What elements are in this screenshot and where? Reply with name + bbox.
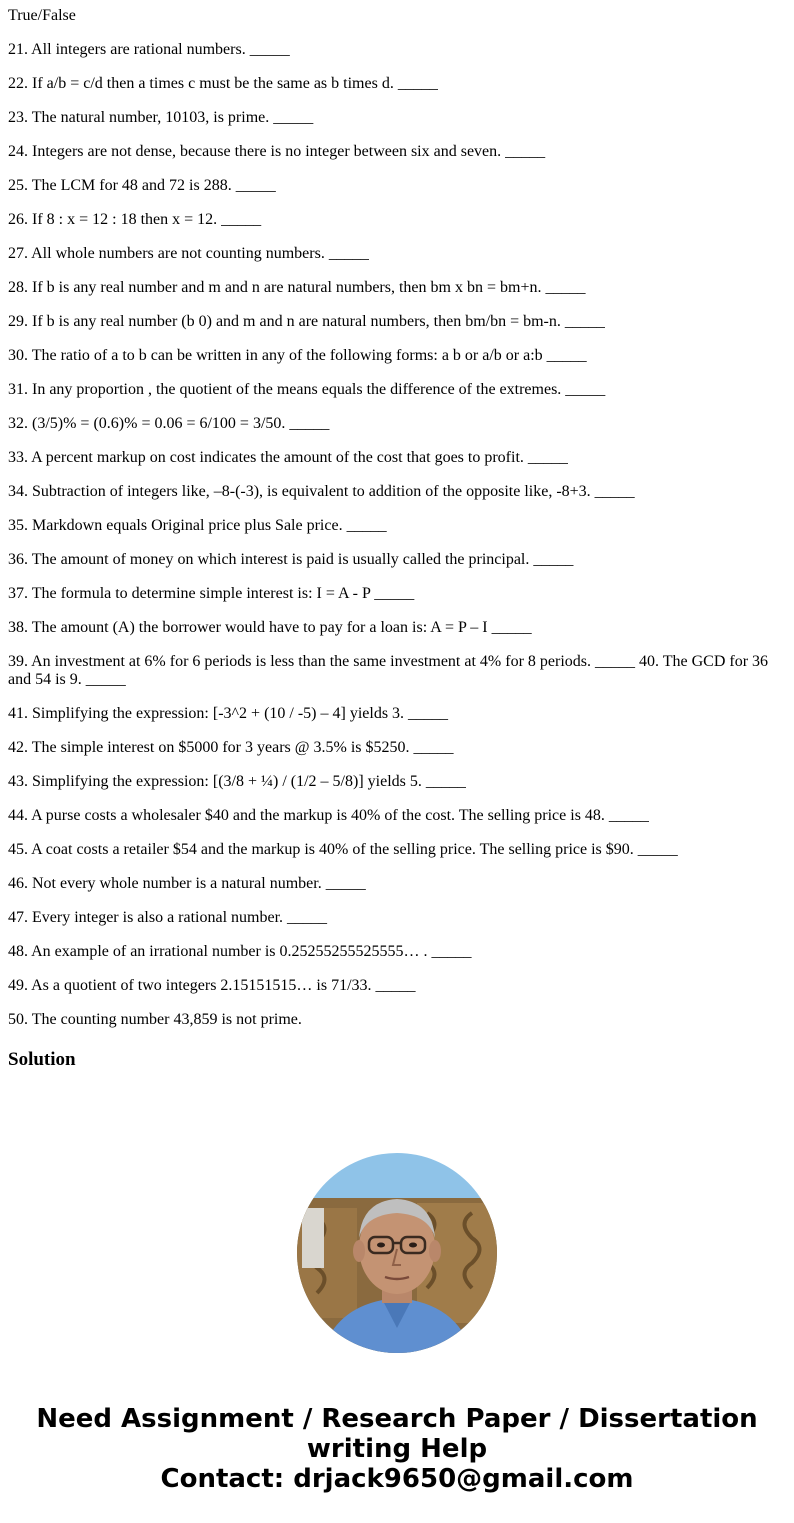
question-item: 44. A purse costs a wholesaler $40 and the markup is 40% of the cost. The selling price is 48. _____ (8, 807, 649, 824)
question-item: 49. As a quotient of two integers 2.15151515… is 71/33. _____ (8, 977, 416, 994)
questions-content (8, 7, 786, 1045)
promo-contact: Contact: drjack9650@gmail.com (160, 1464, 634, 1494)
question-item: 39. An investment at 6% for 6 periods is less than the same investment at 4% for 8 periods. _____ 40. The GCD for 36 and 54 is 9. _____ (8, 653, 769, 688)
question-item: 22. If a/b = c/d then a times c must be the same as b times d. _____ (8, 75, 438, 92)
question-item: 33. A percent markup on cost indicates the amount of the cost that goes to profit. _____ (8, 449, 568, 466)
question-item: 47. Every integer is also a rational number. _____ (8, 909, 328, 926)
question-item: 29. If b is any real number (b 0) and m and n are natural numbers, then bm/bn = bm-n. _____ (8, 313, 605, 330)
avatar-photo (297, 1153, 497, 1353)
question-item: 41. Simplifying the expression: [-3^2 + (10 / -5) – 4] yields 3. _____ (8, 705, 449, 722)
question-item: 23. The natural number, 10103, is prime. _____ (8, 109, 314, 126)
question-item: 36. The amount of money on which interest is paid is usually called the principal. _____ (8, 551, 574, 568)
question-item: 43. Simplifying the expression: [(3/8 + ¼) / (1/2 – 5/8)] yields 5. _____ (8, 773, 466, 790)
author-avatar (297, 1153, 497, 1353)
question-item: 50. The counting number 43,859 is not prime. (8, 1011, 302, 1028)
solution-heading: Solution (8, 1049, 76, 1070)
question-item: 21. All integers are rational numbers. _____ (8, 41, 290, 58)
question-item: 37. The formula to determine simple interest is: I = A - P _____ (8, 585, 415, 602)
promo-line-1: Need Assignment / Research Paper / Dissertation (36, 1404, 758, 1434)
question-item: 45. A coat costs a retailer $54 and the markup is 40% of the selling price. The selling price is $90. _____ (8, 841, 678, 858)
question-item: 31. In any proportion , the quotient of the means equals the difference of the extremes. _____ (8, 381, 606, 398)
question-item: 35. Markdown equals Original price plus Sale price. _____ (8, 517, 387, 534)
promo-line-2: writing Help (306, 1434, 488, 1464)
question-item: 25. The LCM for 48 and 72 is 288. _____ (8, 177, 276, 194)
question-item: 28. If b is any real number and m and n are natural numbers, then bm x bn = bm+n. _____ (8, 279, 586, 296)
question-item: 38. The amount (A) the borrower would have to pay for a loan is: A = P – I _____ (8, 619, 532, 636)
question-item: 46. Not every whole number is a natural number. _____ (8, 875, 366, 892)
question-item: 26. If 8 : x = 12 : 18 then x = 12. _____ (8, 211, 262, 228)
question-item: 34. Subtraction of integers like, –8-(-3), is equivalent to addition of the opposite like, -8+3. _____ (8, 483, 635, 500)
question-item: 48. An example of an irrational number is 0.25255255525555… . _____ (8, 943, 472, 960)
question-item: 24. Integers are not dense, because there is no integer between six and seven. _____ (8, 143, 546, 160)
question-item: 30. The ratio of a to b can be written in any of the following forms: a b or a/b or a:b _____ (8, 347, 587, 364)
section-label: True/False (8, 7, 76, 24)
question-list (8, 41, 786, 1029)
question-item: 32. (3/5)% = (0.6)% = 0.06 = 6/100 = 3/50. _____ (8, 415, 330, 432)
question-item: 42. The simple interest on $5000 for 3 years @ 3.5% is $5250. _____ (8, 739, 454, 756)
promo-banner (0, 1404, 794, 1494)
question-item: 27. All whole numbers are not counting numbers. _____ (8, 245, 369, 262)
